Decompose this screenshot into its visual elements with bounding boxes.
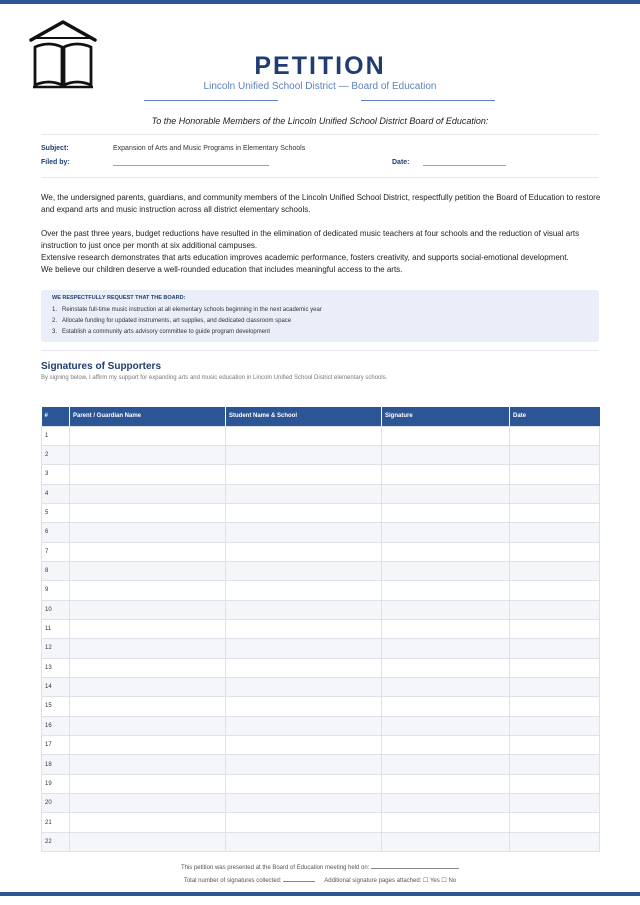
- student-name-cell[interactable]: [226, 832, 382, 851]
- additional-pages-text: Additional signature pages attached:: [324, 878, 422, 884]
- yes-checkbox[interactable]: ☐ Yes: [423, 878, 440, 884]
- presented-date-field[interactable]: [371, 863, 459, 869]
- date-cell[interactable]: [510, 736, 600, 755]
- row-number: 9: [42, 581, 70, 600]
- bottom-accent-bar: [0, 892, 640, 896]
- student-name-cell[interactable]: [226, 774, 382, 793]
- date-cell[interactable]: [510, 832, 600, 851]
- row-number: 20: [42, 794, 70, 813]
- table-row: [42, 736, 600, 755]
- addressee-line: To the Honorable Members of the Lincoln Unified School District Board of Education:: [151, 116, 489, 126]
- request-box: [41, 290, 599, 342]
- row-number: 13: [42, 658, 70, 677]
- date-cell[interactable]: [510, 484, 600, 503]
- date-cell[interactable]: [510, 755, 600, 774]
- request-item-text: Allocate funding for updated instruments, art supplies, and dedicated classroom space: [62, 318, 292, 324]
- request-item: [52, 329, 270, 335]
- row-number: 5: [42, 503, 70, 522]
- row-number: 8: [42, 561, 70, 580]
- row-number: 17: [42, 736, 70, 755]
- request-item: [52, 318, 291, 324]
- student-name-cell[interactable]: [226, 426, 382, 445]
- request-item-text: Reinstate full-time music instruction at all elementary schools beginning in the next academic year: [62, 307, 322, 313]
- date-cell[interactable]: [510, 465, 600, 484]
- table-row: [42, 426, 600, 445]
- table-row: [42, 523, 600, 542]
- filed-by-label: Filed by:: [41, 159, 70, 166]
- signature-cell[interactable]: [382, 523, 510, 542]
- row-number: 21: [42, 813, 70, 832]
- presented-text: This petition was presented at the Board of Education meeting held on:: [180, 865, 370, 871]
- parent-name-cell[interactable]: [70, 832, 226, 851]
- column-header-date: Date: [510, 407, 600, 426]
- parent-name-cell[interactable]: [70, 813, 226, 832]
- date-cell[interactable]: [510, 716, 600, 735]
- student-name-cell[interactable]: [226, 697, 382, 716]
- request-title: WE RESPECTFULLY REQUEST THAT THE BOARD:: [52, 295, 186, 301]
- row-number: 7: [42, 542, 70, 561]
- total-signatures-field[interactable]: [283, 876, 315, 882]
- table-row: [42, 600, 600, 619]
- page-title: PETITION: [254, 52, 386, 80]
- row-number: 14: [42, 677, 70, 696]
- row-number: 11: [42, 619, 70, 638]
- parent-name-cell[interactable]: [70, 542, 226, 561]
- column-header-signature: Signature: [382, 407, 510, 426]
- request-item-text: Establish a community arts advisory committee to guide program development: [62, 329, 271, 335]
- date-cell[interactable]: [510, 542, 600, 561]
- parent-name-cell[interactable]: [70, 619, 226, 638]
- date-cell[interactable]: [510, 561, 600, 580]
- parent-name-cell[interactable]: [70, 639, 226, 658]
- signatures-intro: By signing below, I affirm my support for expanding arts and music education in Lincoln Unified School District elementary schools.: [41, 375, 388, 381]
- divider-right: [361, 100, 495, 101]
- table-row: [42, 813, 600, 832]
- date-cell[interactable]: [510, 794, 600, 813]
- signature-cell[interactable]: [382, 774, 510, 793]
- signature-cell[interactable]: [382, 503, 510, 522]
- parent-name-cell[interactable]: [70, 503, 226, 522]
- student-name-cell[interactable]: [226, 523, 382, 542]
- signatures-heading: Signatures of Supporters: [41, 361, 162, 372]
- signature-cell[interactable]: [382, 619, 510, 638]
- row-number: 4: [42, 484, 70, 503]
- student-name-cell[interactable]: [226, 658, 382, 677]
- parent-name-cell[interactable]: [70, 736, 226, 755]
- student-name-cell[interactable]: [226, 561, 382, 580]
- date-cell[interactable]: [510, 658, 600, 677]
- parent-name-cell[interactable]: [70, 794, 226, 813]
- table-row: [42, 832, 600, 851]
- table-row: [42, 561, 600, 580]
- parent-name-cell[interactable]: [70, 774, 226, 793]
- parent-name-cell[interactable]: [70, 716, 226, 735]
- signature-table-header: [42, 407, 600, 426]
- row-number: 12: [42, 639, 70, 658]
- date-label: Date:: [392, 159, 410, 166]
- signature-cell[interactable]: [382, 445, 510, 464]
- signature-cell[interactable]: [382, 697, 510, 716]
- request-item-number: 3.: [52, 329, 58, 335]
- signature-cell[interactable]: [382, 716, 510, 735]
- row-number: 10: [42, 600, 70, 619]
- signature-cell[interactable]: [382, 813, 510, 832]
- subject-value: Expansion of Arts and Music Programs in Elementary Schools: [113, 145, 306, 152]
- student-name-cell[interactable]: [226, 445, 382, 464]
- table-row: [42, 697, 600, 716]
- row-number: 6: [42, 523, 70, 542]
- student-name-cell[interactable]: [226, 736, 382, 755]
- parent-name-cell[interactable]: [70, 755, 226, 774]
- student-name-cell[interactable]: [226, 813, 382, 832]
- table-row: [42, 716, 600, 735]
- signature-cell[interactable]: [382, 542, 510, 561]
- no-checkbox[interactable]: ☐ No: [441, 878, 457, 884]
- table-row: [42, 677, 600, 696]
- signature-table: [41, 407, 600, 852]
- signature-cell[interactable]: [382, 832, 510, 851]
- section-divider: [41, 177, 599, 178]
- table-row: [42, 581, 600, 600]
- parent-name-cell[interactable]: [70, 658, 226, 677]
- divider-left: [144, 100, 278, 101]
- signature-cell[interactable]: [382, 794, 510, 813]
- student-name-cell[interactable]: [226, 794, 382, 813]
- table-row: [42, 639, 600, 658]
- row-number: 1: [42, 426, 70, 445]
- request-item-number: 2.: [52, 318, 58, 324]
- date-cell[interactable]: [510, 677, 600, 696]
- page-subtitle: Lincoln Unified School District — Board of Education: [203, 81, 437, 92]
- parent-name-cell[interactable]: [70, 484, 226, 503]
- date-cell[interactable]: [510, 523, 600, 542]
- section-divider: [41, 134, 599, 135]
- date-field[interactable]: [423, 165, 506, 166]
- signature-cell[interactable]: [382, 465, 510, 484]
- parent-name-cell[interactable]: [70, 600, 226, 619]
- parent-name-cell[interactable]: [70, 677, 226, 696]
- date-cell[interactable]: [510, 619, 600, 638]
- totals-line: [0, 876, 640, 884]
- date-cell[interactable]: [510, 639, 600, 658]
- background-paragraph-3: We believe our children deserve a well-rounded education that includes meaningful access to the arts.: [41, 265, 403, 274]
- row-number: 2: [42, 445, 70, 464]
- student-name-cell[interactable]: [226, 465, 382, 484]
- column-header-number: #: [42, 407, 70, 426]
- date-cell[interactable]: [510, 774, 600, 793]
- student-name-cell[interactable]: [226, 484, 382, 503]
- student-name-cell[interactable]: [226, 542, 382, 561]
- intro-paragraph: We, the undersigned parents, guardians, and community members of the Lincoln Unified School District, respectfully petition the Board of Education to restore and expand arts and music instruction across all district elementary schools.: [41, 193, 601, 214]
- request-item-number: 1.: [52, 307, 58, 313]
- row-number: 18: [42, 755, 70, 774]
- section-divider: [41, 350, 599, 351]
- signature-cell[interactable]: [382, 600, 510, 619]
- row-number: 22: [42, 832, 70, 851]
- table-row: [42, 542, 600, 561]
- background-paragraph-1: Over the past three years, budget reductions have resulted in the elimination of dedicated music teachers at four schools and the reduction of visual arts instruction to just once per month at six additional campuses.: [41, 229, 580, 250]
- date-cell[interactable]: [510, 581, 600, 600]
- column-header-student: Student Name & School: [226, 407, 382, 426]
- date-cell[interactable]: [510, 426, 600, 445]
- row-number: 15: [42, 697, 70, 716]
- table-row: [42, 658, 600, 677]
- table-row: [42, 794, 600, 813]
- student-name-cell[interactable]: [226, 677, 382, 696]
- presented-line: [0, 863, 640, 871]
- signature-cell[interactable]: [382, 426, 510, 445]
- date-cell[interactable]: [510, 813, 600, 832]
- table-row: [42, 503, 600, 522]
- date-cell[interactable]: [510, 697, 600, 716]
- row-number: 3: [42, 465, 70, 484]
- parent-name-cell[interactable]: [70, 426, 226, 445]
- signature-cell[interactable]: [382, 736, 510, 755]
- parent-name-cell[interactable]: [70, 445, 226, 464]
- table-row: [42, 619, 600, 638]
- date-cell[interactable]: [510, 503, 600, 522]
- background-paragraph-2: Extensive research demonstrates that arts education improves academic performance, fosters creativity, and supports social-emotional development.: [41, 253, 569, 262]
- parent-name-cell[interactable]: [70, 523, 226, 542]
- filed-by-field[interactable]: [113, 165, 269, 166]
- table-row: [42, 774, 600, 793]
- table-row: [42, 755, 600, 774]
- top-accent-bar: [0, 0, 640, 4]
- table-row: [42, 484, 600, 503]
- signature-cell[interactable]: [382, 484, 510, 503]
- signature-cell[interactable]: [382, 561, 510, 580]
- table-row: [42, 445, 600, 464]
- student-name-cell[interactable]: [226, 639, 382, 658]
- subject-label: Subject:: [41, 145, 69, 152]
- parent-name-cell[interactable]: [70, 465, 226, 484]
- student-name-cell[interactable]: [226, 716, 382, 735]
- parent-name-cell[interactable]: [70, 561, 226, 580]
- request-item: [52, 307, 322, 313]
- student-name-cell[interactable]: [226, 503, 382, 522]
- parent-name-cell[interactable]: [70, 697, 226, 716]
- parent-name-cell[interactable]: [70, 581, 226, 600]
- student-name-cell[interactable]: [226, 600, 382, 619]
- student-name-cell[interactable]: [226, 619, 382, 638]
- row-number: 16: [42, 716, 70, 735]
- student-name-cell[interactable]: [226, 755, 382, 774]
- signature-cell[interactable]: [382, 755, 510, 774]
- table-row: [42, 465, 600, 484]
- signature-cell[interactable]: [382, 639, 510, 658]
- signature-cell[interactable]: [382, 581, 510, 600]
- signature-cell[interactable]: [382, 658, 510, 677]
- signature-cell[interactable]: [382, 677, 510, 696]
- column-header-parent: Parent / Guardian Name: [70, 407, 226, 426]
- student-name-cell[interactable]: [226, 581, 382, 600]
- total-signatures-text: Total number of signatures collected:: [183, 878, 282, 884]
- date-cell[interactable]: [510, 600, 600, 619]
- row-number: 19: [42, 774, 70, 793]
- date-cell[interactable]: [510, 445, 600, 464]
